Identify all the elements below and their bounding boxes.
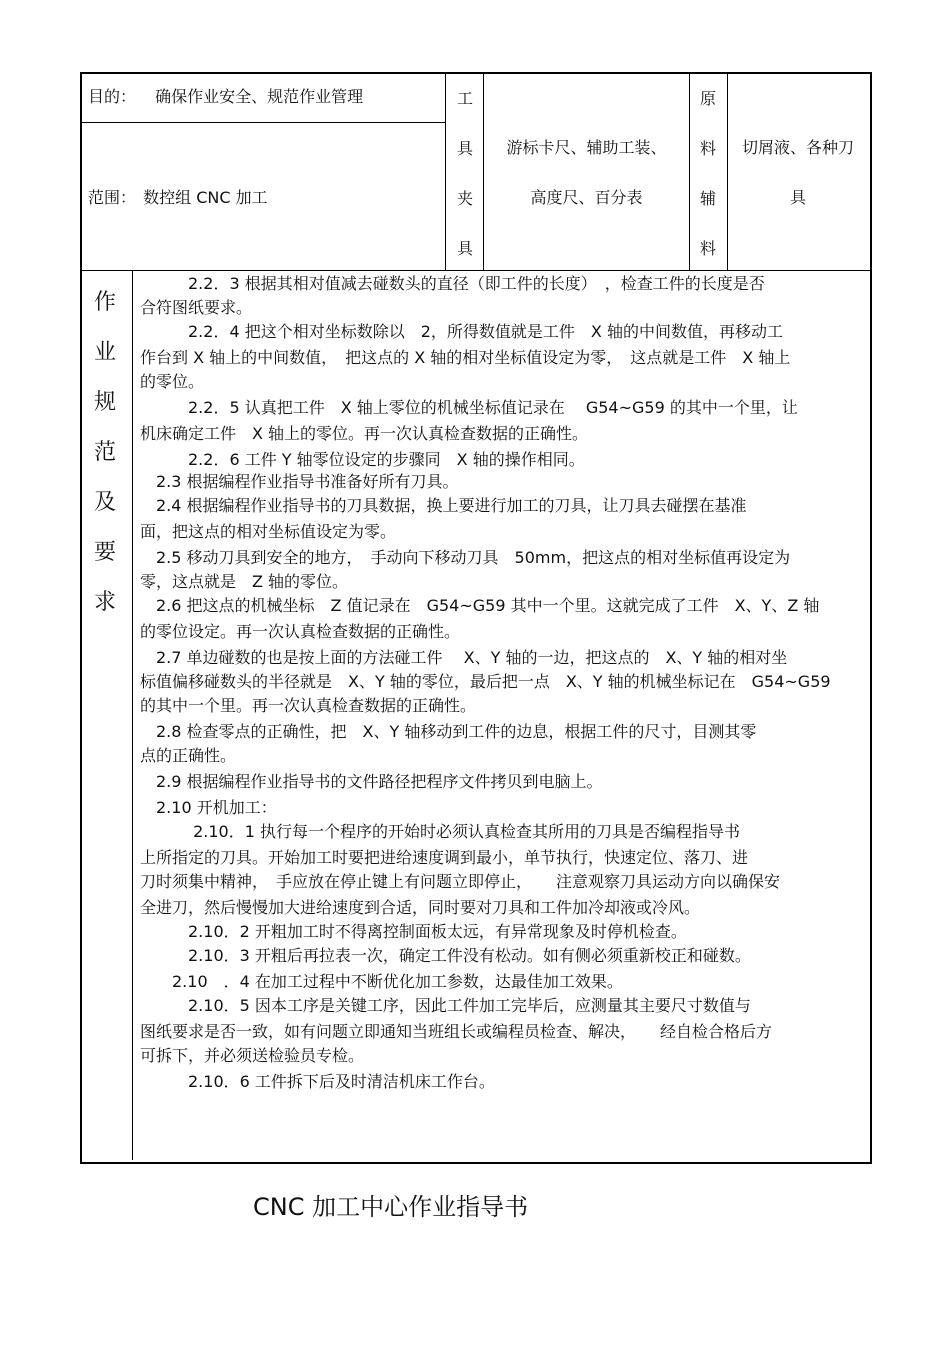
body-line: 的其中一个里。再一次认真检查数据的正确性。 bbox=[140, 696, 477, 715]
body-line: 的零位设定。再一次认真检查数据的正确性。 bbox=[140, 622, 461, 641]
tools-label-char: 夹 bbox=[456, 189, 473, 208]
purpose-scope-divider bbox=[80, 122, 446, 123]
body-line: 全进刀，然后慢慢加大进给速度到合适，同时要对刀具和工件加冷却液或冷风。 bbox=[140, 898, 701, 917]
body-line: 图纸要求是否一致，如有问题立即通知当班组长或编程员检查、解决， 经自检合格后方 bbox=[140, 1022, 773, 1041]
body-line: 2.7 单边碰数的也是按上面的方法碰工件 X、Y 轴的一边，把这点的 X、Y 轴的相对坐 bbox=[140, 648, 788, 667]
header-vline-4 bbox=[727, 72, 728, 270]
purpose-value: 确保作业安全、规范作业管理 bbox=[155, 87, 364, 106]
materials-label-char: 原 bbox=[699, 89, 716, 108]
body-line: 2.10．3 开粗后再拉表一次，确定工件没有松动。如有侧必须重新校正和碰数。 bbox=[140, 946, 751, 965]
scope-label: 范围： bbox=[88, 188, 137, 207]
section-label-char: 及 bbox=[93, 490, 116, 515]
body-line: 作台到 X 轴上的中间数值， 把这点的 X 轴的相对坐标值设定为零， 这点就是工件 X 轴上 bbox=[140, 348, 791, 367]
body-line: 的零位。 bbox=[140, 372, 205, 391]
materials-label-char: 料 bbox=[699, 139, 716, 158]
body-line: 2.2．5 认真把工件 X 轴上零位的机械坐标值记录在 G54~G59 的其中一个里，让 bbox=[140, 398, 798, 417]
body-line: 2.10 开机加工： bbox=[140, 798, 277, 817]
body-line: 2.5 移动刀具到安全的地方， 手动向下移动刀具 50mm，把这点的相对坐标值再设定为 bbox=[140, 548, 791, 567]
body-line: 点的正确性。 bbox=[140, 746, 237, 765]
materials-label-char: 辅 bbox=[699, 189, 716, 208]
section-label-char: 要 bbox=[93, 540, 116, 565]
header-vline-2 bbox=[483, 72, 484, 270]
section-label-char: 范 bbox=[93, 440, 116, 465]
body-line: 2.10．1 执行每一个程序的开始时必须认真检查其所用的刀具是否编程指导书 bbox=[140, 822, 740, 841]
purpose-label: 目的： bbox=[88, 87, 137, 106]
materials-label-char: 料 bbox=[699, 239, 716, 258]
body-line: 2.8 检查零点的正确性，把 X、Y 轴移动到工件的边息，根据工件的尺寸，目测其零 bbox=[140, 722, 757, 741]
section-label-char: 规 bbox=[93, 390, 116, 415]
body-line: 2.9 根据编程作业指导书的文件路径把程序文件拷贝到电脑上。 bbox=[140, 772, 603, 791]
body-line: 机床确定工件 X 轴上的零位。再一次认真检查数据的正确性。 bbox=[140, 424, 589, 443]
tools-label-char: 具 bbox=[456, 139, 473, 158]
body-line: 2.4 根据编程作业指导书的刀具数据，换上要进行加工的刀具，让刀具去碰摆在基准 bbox=[140, 496, 747, 515]
body-text bbox=[140, 274, 866, 1154]
section-label-char: 业 bbox=[93, 340, 116, 365]
body-line: 2.10．2 开粗加工时不得离控制面板太远，有异常现象及时停机检查。 bbox=[140, 922, 687, 941]
body-line: 上所指定的刀具。开始加工时要把进给速度调到最小，单节执行，快速定位、落刀、进 bbox=[140, 848, 749, 867]
tools-value-line2: 高度尺、百分表 bbox=[530, 188, 643, 207]
purpose-row bbox=[88, 85, 363, 109]
body-line: 标值偏移碰数头的半径就是 X、Y 轴的零位，最后把一点 X、Y 轴的机械坐标记在 G54~G59 bbox=[140, 672, 831, 691]
scope-row bbox=[88, 186, 268, 210]
section-label-char: 作 bbox=[93, 290, 116, 315]
body-line: 合符图纸要求。 bbox=[140, 298, 253, 317]
header-vline-3 bbox=[689, 72, 690, 270]
body-line: 2.2．4 把这个相对坐标数除以 2，所得数值就是工件 X 轴的中间数值，再移动工 bbox=[140, 322, 783, 341]
materials-value-line2: 具 bbox=[789, 188, 806, 207]
tools-label-char: 工 bbox=[456, 89, 473, 108]
section-label-char: 求 bbox=[93, 590, 116, 615]
tools-label-char: 具 bbox=[456, 239, 473, 258]
body-line: 2.2．3 根据其相对值减去碰数头的直径（即工件的长度） ，检查工件的长度是否 bbox=[140, 274, 765, 293]
body-line: 2.3 根据编程作业指导书准备好所有刀具。 bbox=[140, 472, 459, 491]
body-line: 2.2．6 工件 Y 轴零位设定的步骤同 X 轴的操作相同。 bbox=[140, 450, 585, 469]
header-bottom-line bbox=[80, 270, 870, 271]
footer-title: CNC 加工中心作业指导书 bbox=[253, 1193, 529, 1221]
tools-value-line1: 游标卡尺、辅助工装、 bbox=[506, 138, 667, 157]
body-line: 2.6 把这点的机械坐标 Z 值记录在 G54~G59 其中一个里。这就完成了工件 X、Y、Z 轴 bbox=[140, 596, 820, 615]
materials-value-line1: 切屑液、各种刀 bbox=[741, 138, 854, 157]
header-vline-1 bbox=[445, 72, 446, 270]
body-line: 可拆下，并必须送检验员专检。 bbox=[140, 1046, 365, 1065]
body-line: 2.10 ．4 在加工过程中不断优化加工参数，达最佳加工效果。 bbox=[140, 972, 623, 991]
body-line: 面，把这点的相对坐标值设定为零。 bbox=[140, 522, 397, 541]
body-line: 零，这点就是 Z 轴的零位。 bbox=[140, 572, 349, 591]
body-line: 2.10．5 因本工序是关键工序，因此工件加工完毕后，应测量其主要尺寸数值与 bbox=[140, 996, 751, 1015]
body-label-divider bbox=[132, 270, 133, 1160]
scope-value: 数控组 CNC 加工 bbox=[143, 188, 268, 207]
body-line: 2.10．6 工件拆下后及时清洁机床工作台。 bbox=[140, 1072, 495, 1091]
body-line: 刀时须集中精神， 手应放在停止键上有问题立即停止， 注意观察刀具运动方向以确保安 bbox=[140, 872, 781, 891]
